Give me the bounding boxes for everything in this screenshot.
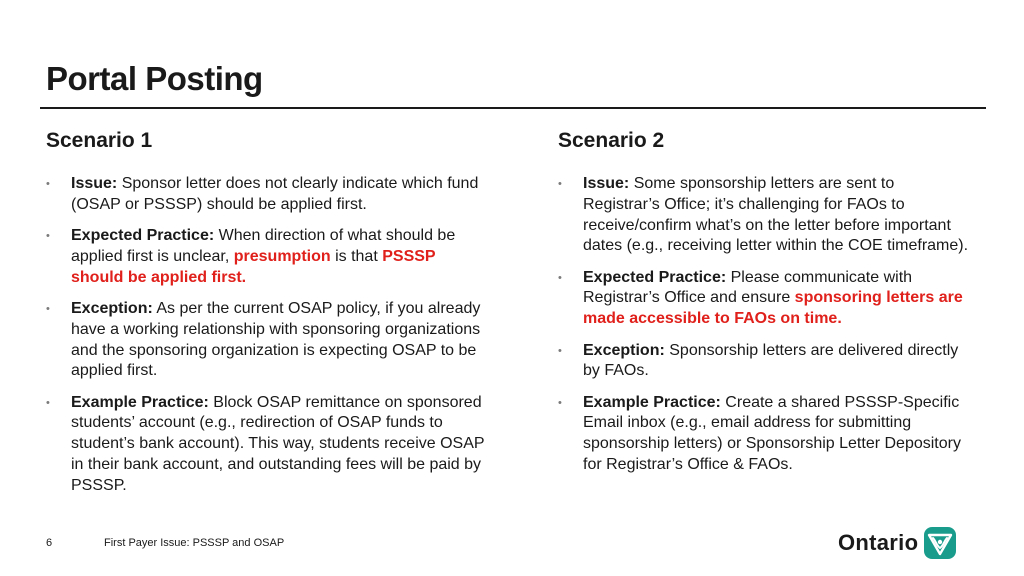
list-item [558,174,974,257]
item-text: Sponsor letter does not clearly indicate which fund (OSAP or PSSSP) should be applied first. [71,175,479,213]
highlight-text: presumption [233,247,331,265]
bullet-icon: • [46,230,50,243]
item-text: As per the current OSAP policy, if you already have a working relationship with sponsoring organizations and the sponsoring organization is expecting OSAP to be applied first. [71,299,481,380]
item-label: Example Practice: [71,393,209,411]
item-label: Issue: [583,175,630,192]
slide-title: Portal Posting [46,60,263,97]
bullet-icon: • [558,271,562,284]
list-item [46,299,486,382]
item-text: Sponsorship letters are delivered directly by FAOs. [583,341,959,380]
list-item [46,174,486,216]
item-text: Create a shared PSSSP-Specific Email inbox (e.g., email address for submitting sponsorship letters) or Sponsorship Letter Depository for Registrar’s Office & FAOs. [583,393,961,474]
item-text: is that [330,247,383,265]
logo-wordmark: Ontario [838,530,919,555]
highlight-text: PSSSP should be applied first. [71,247,436,286]
bullet-icon: • [558,178,562,190]
item-label: Expected Practice: [583,268,727,286]
item-label: Issue: [71,175,118,192]
page-number: 6 [46,537,53,549]
list-item [46,226,486,288]
list-item [46,393,486,497]
bullet-icon: • [46,302,50,315]
item-text: Please communicate with Registrar’s Office and ensure [583,268,913,307]
highlight-text: sponsoring letters are made accessible to FAOs on time. [583,289,963,328]
item-label: Exception: [71,299,153,317]
bullet-icon: • [46,178,50,190]
ontario-logo [838,527,956,559]
bullet-icon: • [558,344,562,357]
bullet-icon: • [558,396,562,409]
item-text: Block OSAP remittance on sponsored students’ account (e.g., redirection of OSAP funds to student’s bank account). This way, students receive OSAP in their bank account, and outstanding fees will be paid by PSSSP. [71,393,485,494]
item-label: Exception: [583,341,665,359]
scenario-2-list [558,174,974,486]
bullet-icon: • [46,396,50,409]
scenario-1-heading: Scenario 1 [46,129,153,152]
item-label: Expected Practice: [71,227,215,245]
trillium-icon [924,527,956,559]
title-divider [40,107,986,109]
item-label: Example Practice: [583,393,721,411]
list-item [558,341,974,383]
item-text: Some sponsorship letters are sent to Registrar’s Office; it’s challenging for FAOs to receive/confirm what’s on the letter before important dates (e.g., receiving letter within the COE timeframe). [583,175,969,255]
item-text: When direction of what should be applied first is unclear, [71,227,456,265]
footer-text: First Payer Issue: PSSSP and OSAP [104,537,285,549]
list-item [558,268,974,330]
scenario-2-heading: Scenario 2 [558,129,665,152]
list-item [558,393,974,476]
scenario-1-list [46,174,486,507]
